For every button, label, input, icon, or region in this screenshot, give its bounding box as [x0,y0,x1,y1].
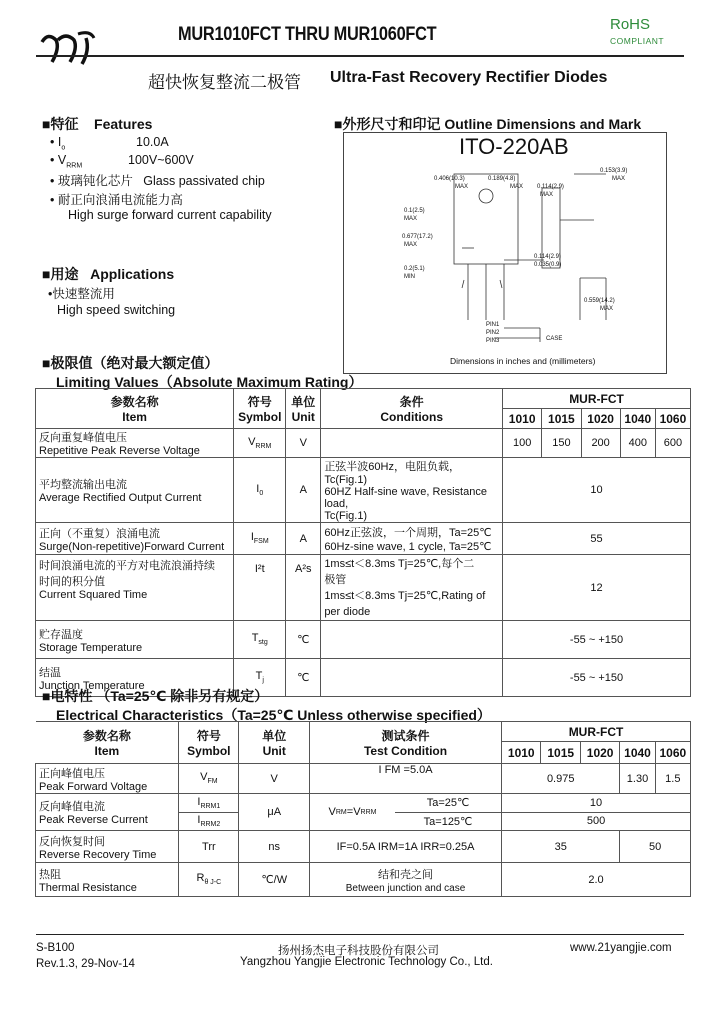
dim-label: 0.2(5.1) [404,266,425,272]
part-col: 1020 [581,409,620,429]
dim-label: MIN [404,274,415,280]
feature-vrrm: • $V_{RRM}$ 100V~600V [50,153,194,170]
pin-label: PIN3 [486,338,500,344]
dim-label: MAX [455,184,469,190]
dim-label: 0.035(0.9) [534,262,562,268]
table-row: 反向恢复时间 Reverse Recovery Time Trr ns IF=0.5A IRM=1A IRR=0.25A 35 50 [36,831,691,863]
footer-code: S-B100 [36,942,75,954]
part-col: 1010 [502,742,541,764]
electrical-heading-cn: ■电特性 （Ta=25℃ 除非另有规定） [42,688,269,704]
case-label: CASE [546,336,563,342]
part-col: 1010 [503,409,542,429]
part-col: 1060 [655,409,690,429]
table-row: 热阻 Thermal Resistance $R_{\theta J-C}$ ℃/W 结和壳之间 Between junction and case 2.0 [36,863,691,897]
part-col: 1020 [580,742,619,764]
subtitle-en: Ultra-Fast Recovery Rectifier Diodes [330,69,608,86]
table-row: 平均整流输出电流 Average Rectified Output Current $I_0$ A 正弦半波60Hz，电阻负载，Tc(Fig.1) 60HZ Half-sine wave, Resistance load, Tc(Fig.1) 10 [36,458,691,523]
rohs-mark: RoHS [610,16,651,33]
col-group: MUR-FCT [502,722,691,742]
dim-label: MAX [540,192,554,198]
dim-label: 0.677(17.2) [402,234,433,240]
doc-title: MUR1010FCT THRU MUR1060FCT [178,24,437,45]
dim-label: MAX [612,176,626,182]
application-cn: •快速整流用 [48,287,115,301]
feature-glass: • 玻璃钝化芯片 Glass passivated chip [50,174,265,188]
limiting-heading-cn: ■极限值（绝对最大额定值） [42,355,219,371]
col-conditions: 测试条件 Test Condition [310,722,502,764]
limiting-heading-en: Limiting Values（Absolute Maximum Rating） [56,374,363,390]
dim-label: MAX [404,216,418,222]
part-col: 1040 [620,409,655,429]
table-row: 正向（不重复）浪涌电流 Surge(Non-repetitive)Forward Current $I_{FSM}$ A 60Hz正弦波，一个周期，Ta=25℃ 60Hz-sine wave, 1 cycle, Ta=25℃ 55 [36,523,691,555]
features-heading: ■特征 Features [42,116,153,132]
subtitle-cn: 超快恢复整流二极管 [148,73,301,92]
table-row: 时间浪涌电流的平方对电流浪涌持续 时间的积分值 Current Squared Time I²t A²s 1ms≤t＜8.3ms Tj=25℃,每个二 极管 1ms≤t＜8.3ms Tj=25℃,Rating of per diode 12 [36,555,691,621]
col-symbol: 符号 Symbol [179,722,239,764]
package-name: ITO-220AB [459,134,569,159]
dim-label: 0.189(4.8) [488,176,516,182]
table-row: $I_{RRM2}$ 500 [36,812,691,831]
table-row: 反向峰值电流 Peak Reverse Current $I_{RRM1}$ μA V RM =V RRM Ta=25℃ Ta=125℃ 10 [36,794,691,813]
table-row: 反向重复峰值电压 Repetitive Peak Reverse Voltage $V_{RRM}$ V 100 150 200 400 600 [36,429,691,458]
dimensions-note: Dimensions in inches and (millimeters) [450,356,596,366]
footer-rev: Rev.1.3, 29-Nov-14 [36,958,135,970]
part-col: 1040 [620,742,655,764]
dim-label: 0.406(10.3) [434,176,465,182]
table-row: 结温 Junction Temperature $T_j$ ℃ -55 ~ +150 [36,659,691,697]
col-unit: 单位 Unit [239,722,310,764]
feature-surge-cn: • 耐正向浪涌电流能力高 [50,193,183,207]
footer-rule [36,934,684,935]
table-row: 正向峰值电压 Peak Forward Voltage $V_{FM}$ V I FM =5.0A 0.975 1.30 1.5 [36,764,691,794]
col-group: MUR-FCT [503,389,691,409]
electrical-heading-en: Electrical Characteristics（Ta=25℃ Unless otherwise specified） [56,707,491,723]
header-rule [36,55,684,57]
rohs-compliant: COMPLIANT [610,36,665,46]
col-conditions: 条件 Conditions [321,389,503,429]
dim-label: MAX [404,242,418,248]
dim-label: 0.114(2.9) [537,184,564,190]
pin-label: PIN2 [486,330,500,336]
dim-label: MAX [600,306,614,312]
footer-website[interactable]: www.21yangjie.com [570,942,672,954]
dim-label: MAX [510,184,524,190]
company-logo [38,28,100,68]
dim-label: 0.1(2.5) [404,208,425,214]
applications-heading: ■用途 Applications [42,266,175,282]
dim-label: 0.559(14.2) [584,298,615,304]
feature-io: • $I_o$ 10.0A [50,135,169,152]
col-item: 参数名称 Item [36,722,179,764]
footer-company-en: Yangzhou Yangjie Electronic Technology Co., Ltd. [240,956,493,968]
dim-label: 0.153(3.9) [600,168,628,174]
footer-company-cn: 扬州扬杰电子科技股份有限公司 [278,945,439,957]
limiting-values-table [35,388,691,697]
electrical-table [35,721,691,897]
part-col: 1015 [542,409,581,429]
table-row: 贮存温度 Storage Temperature $T_{stg}$ ℃ -55 ~ +150 [36,621,691,659]
col-unit: 单位 Unit [286,389,321,429]
outline-drawing [344,160,664,355]
col-item: 参数名称 Item [36,389,234,429]
application-en: High speed switching [57,303,176,317]
part-col: 1015 [541,742,580,764]
dim-label: 0.114(2.9) [534,254,561,260]
outline-heading: ■外形尺寸和印记 Outline Dimensions and Mark [334,116,642,132]
feature-surge-en: High surge forward current capability [68,208,272,222]
pin-label: PIN1 [486,322,500,328]
col-symbol: 符号 Symbol [234,389,286,429]
part-col: 1060 [655,742,690,764]
